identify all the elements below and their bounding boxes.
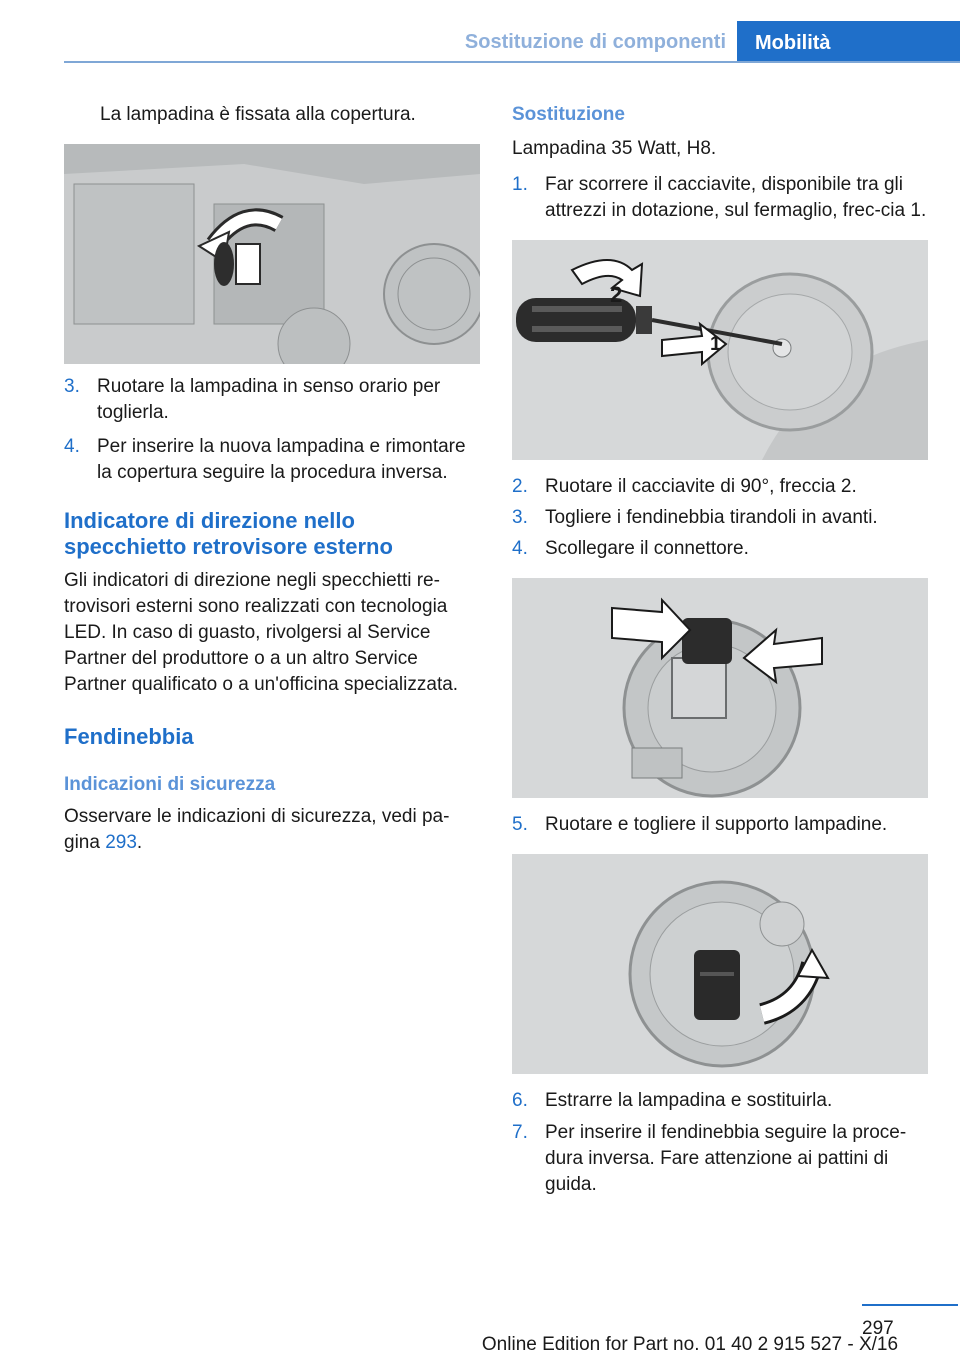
list-item (512, 474, 930, 500)
step-number: 3. (64, 376, 80, 397)
left-column (64, 102, 482, 856)
indicator-paragraph: Gli indicatori di direzione negli specchietti re‐trovisori esterni sono realizzati con tecnologia LED. In caso di guasto, rivolgersi al Service Partner del produttore o a un altro Service Partner qualificato o a un'officina specializzata. (64, 570, 459, 695)
running-header-section: Sostituzione di componenti (464, 31, 726, 53)
page-link[interactable]: 293 (105, 832, 137, 853)
header-rule (64, 61, 960, 63)
subheading-safety: Indicazioni di sicurezza (64, 774, 276, 795)
step-number: 5. (512, 814, 528, 835)
page-number-rule (862, 1304, 958, 1306)
step-text: Far scorrere il cacciavite, disponibile tra gli attrezzi in dotazione, sul fermaglio, frec‐cia 1. (545, 174, 927, 221)
list-item (512, 1088, 930, 1114)
arrow-label-1: 1 (710, 333, 722, 355)
right-column (512, 102, 930, 1198)
arrow-label-2: 2 (610, 282, 623, 307)
steps-2-4 (512, 474, 930, 562)
step-number: 6. (512, 1090, 528, 1111)
intro-text: La lampadina è fissata alla copertura. (100, 104, 416, 125)
subheading-replacement: Sostituzione (512, 104, 625, 125)
safety-paragraph (64, 804, 482, 856)
bulb-spec: Lampadina 35 Watt, H8. (512, 138, 717, 159)
engine-bay-illustration (64, 144, 480, 364)
step-text: Ruotare la lampadina in senso orario per toglierla. (97, 376, 441, 423)
list-item (64, 374, 482, 426)
safety-period: . (136, 832, 143, 853)
list-item (512, 172, 930, 224)
step-number: 2. (512, 476, 528, 497)
figure-bulb-holder (512, 854, 928, 1074)
step-number: 4. (64, 436, 80, 457)
step-number: 7. (512, 1122, 528, 1143)
step-text: Togliere i fendinebbia tirandoli in avanti. (545, 507, 878, 528)
list-item (512, 505, 930, 531)
step-number: 4. (512, 538, 528, 559)
figure-headlight-bulb (64, 144, 480, 364)
page-number: 297 (862, 1318, 894, 1339)
step-text: Ruotare il cacciavite di 90°, freccia 2. (545, 476, 857, 497)
list-item (512, 1120, 930, 1198)
step-text: Ruotare e togliere il supporto lampadine. (545, 814, 888, 835)
bulb-holder-illustration (512, 854, 928, 1074)
figure-screwdriver (512, 240, 928, 460)
steps-6-7 (512, 1088, 930, 1198)
step-text: Per inserire la nuova lampadina e rimontare la copertura seguire la procedura inversa. (97, 436, 466, 483)
list-item (512, 812, 930, 838)
step-text: Estrarre la lampadina e sostituirla. (545, 1090, 833, 1111)
safety-text: Osservare le indicazioni di sicurezza, vedi pa‐gina (64, 806, 450, 853)
chapter-tab: Mobilità (737, 21, 960, 63)
steps-3-4 (64, 374, 482, 486)
step-number: 1. (512, 174, 528, 195)
heading-fog-lights: Fendinebbia (64, 724, 194, 749)
list-item (64, 434, 482, 486)
edition-footer: Online Edition for Part no. 01 40 2 915 527 - X/16 (481, 1334, 899, 1355)
step-text: Per inserire il fendinebbia seguire la proce‐dura inversa. Fare attenzione ai pattini di guida. (545, 1122, 907, 1195)
figure-connector (512, 578, 928, 798)
list-item (512, 536, 930, 562)
heading-mirror-indicator: Indicatore di direzione nello specchietto retrovisore esterno (64, 508, 393, 559)
fog-light-connector-illustration (512, 578, 928, 798)
screwdriver-illustration (512, 240, 928, 460)
step-number: 3. (512, 507, 528, 528)
step-text: Scollegare il connettore. (545, 538, 749, 559)
